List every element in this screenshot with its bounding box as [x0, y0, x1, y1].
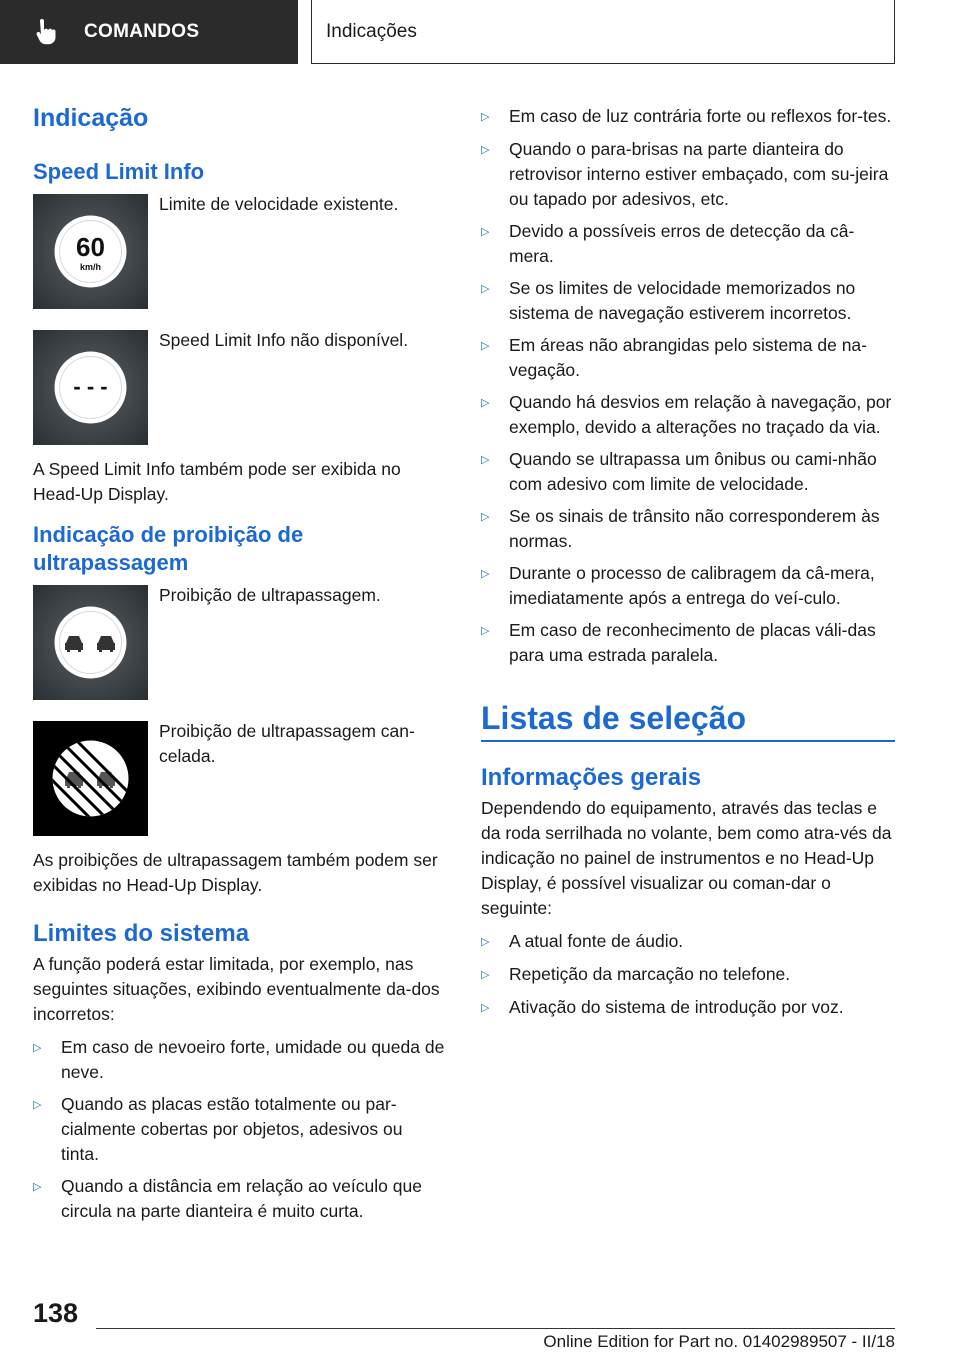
bullet-triangle-icon: ▷ [481, 283, 490, 295]
section-title: Indicação [33, 104, 149, 132]
chapter-tab-label: COMANDOS [84, 21, 200, 42]
bullet-triangle-icon: ▷ [481, 968, 490, 981]
left-column [33, 96, 445, 1224]
list-item-text: Quando há desvios em relação à navegação, por exemplo, devido a alterações no traçado da via. [509, 392, 892, 437]
bullet-triangle-icon: ▷ [481, 454, 490, 466]
bullet-triangle-icon: ▷ [33, 1042, 42, 1054]
list-item-text: Se os limites de velocidade memorizados no sistema de navegação estiverem incorretos. [509, 278, 856, 323]
section-tab[interactable] [311, 0, 895, 64]
list-item [481, 561, 895, 611]
list-item-text: Em áreas não abrangidas pelo sistema de na-vegação. [509, 335, 867, 380]
bullet-triangle-icon: ▷ [481, 568, 490, 580]
speed-limit-unavailable-image [33, 330, 148, 445]
bullet-triangle-icon: ▷ [481, 340, 490, 352]
bullet-triangle-icon: ▷ [481, 144, 490, 156]
speed-limit-heading: Speed Limit Info [33, 159, 205, 184]
no-overtaking-figure [33, 585, 445, 700]
hand-pointer-icon [34, 19, 74, 45]
overtaking-cancelled-caption: Proibição de ultrapassagem can-celada. [159, 721, 415, 766]
list-item [481, 504, 895, 554]
list-item [481, 333, 895, 383]
list-item [481, 447, 895, 497]
no-overtaking-caption: Proibição de ultrapassagem. [159, 585, 381, 605]
bullet-triangle-icon: ▷ [481, 397, 490, 409]
list-item-text: Em caso de luz contrária forte ou reflexos for-tes. [509, 106, 892, 126]
speed-limit-figure [33, 194, 445, 309]
right-column [481, 104, 895, 1021]
sign-speed-number: 60 [76, 232, 105, 262]
footer-rule [96, 1328, 895, 1329]
list-item-text: Quando o para-brisas na parte dianteira do retrovisor interno estiver embaçado, com su-jeira ou tapado por adesivos, etc. [509, 139, 889, 209]
bullet-triangle-icon: ▷ [481, 625, 490, 637]
list-item [481, 137, 895, 212]
list-item [481, 995, 895, 1021]
page-number: 138 [33, 1298, 79, 1328]
limits-list [33, 1035, 445, 1224]
footer-edition: Online Edition for Part no. 01402989507 - II/18 [543, 1332, 895, 1351]
list-item-text: Em caso de reconhecimento de placas váli-das para uma estrada paralela. [509, 620, 876, 665]
list-item-text: Quando se ultrapassa um ônibus ou cami-nhão com adesivo com limite de velocidade. [509, 449, 877, 494]
overtaking-cancelled-sign-image [33, 721, 148, 836]
list-item-text: Devido a possíveis erros de detecção da câ-mera. [509, 221, 855, 266]
overtaking-note: As proibições de ultrapassagem também podem ser exibidas no Head-Up Display. [33, 850, 438, 895]
list-item-text: Ativação do sistema de introdução por voz. [509, 996, 844, 1017]
general-info-intro: Dependendo do equipamento, através das teclas e da roda serrilhada no volante, bem como atra-vés da indicação no painel de instrumentos e no Head-Up Display, é possível visualizar ou coman-dar o seguinte: [481, 797, 892, 918]
no-overtaking-sign-image [33, 585, 148, 700]
list-item [481, 390, 895, 440]
speed-limit-sign-image [33, 194, 148, 309]
speed-limit-fig1-caption: Limite de velocidade existente. [159, 194, 399, 214]
list-item [481, 962, 895, 988]
limits-intro: A função poderá estar limitada, por exemplo, nas seguintes situações, exibindo eventualmente da-dos incorretos: [33, 954, 440, 1024]
speed-limit-note: A Speed Limit Info também pode ser exibida no Head-Up Display. [33, 459, 401, 504]
list-item-text: Se os sinais de trânsito não corresponderem às normas. [509, 506, 880, 551]
list-item [481, 929, 895, 955]
overtaking-cancelled-figure [33, 721, 445, 836]
list-item [33, 1092, 445, 1167]
bullet-triangle-icon: ▷ [481, 511, 490, 523]
general-info-heading: Informações gerais [481, 763, 702, 791]
list-item [481, 276, 895, 326]
chapter-tab[interactable] [0, 0, 298, 64]
title-rule [481, 740, 895, 742]
limits-heading: Limites do sistema [33, 920, 250, 947]
bullet-triangle-icon: ▷ [481, 111, 490, 123]
selection-lists-title: Listas de seleção [481, 700, 747, 736]
bullet-triangle-icon: ▷ [33, 1099, 42, 1111]
list-item [33, 1174, 445, 1224]
list-item-text: Durante o processo de calibragem da câ-mera, imediatamente após a entrega do veí-culo. [509, 563, 875, 608]
list-item-text: Repetição da marcação no telefone. [509, 963, 791, 984]
list-item [33, 1035, 445, 1085]
list-item-text: Quando as placas estão totalmente ou par-cialmente cobertas por objetos, adesivos ou tinta. [61, 1094, 403, 1164]
list-item-text: Em caso de nevoeiro forte, umidade ou queda de neve. [61, 1037, 445, 1082]
list-item [481, 219, 895, 269]
bullet-triangle-icon: ▷ [481, 1001, 490, 1014]
speed-limit-unavailable-figure [33, 330, 445, 445]
list-item-text: Quando a distância em relação ao veículo que circula na parte dianteira é muito curta. [61, 1176, 422, 1221]
list-item [481, 618, 895, 668]
limits-list-continued [481, 104, 895, 668]
overtaking-heading: Indicação de proibição de ultrapassagem [33, 522, 304, 575]
section-tab-label: Indicações [326, 20, 417, 42]
sign-unavailable-text: - - - [73, 374, 108, 399]
bullet-triangle-icon: ▷ [33, 1181, 42, 1193]
selection-list [481, 929, 895, 1021]
sign-speed-unit: km/h [79, 262, 102, 272]
list-item [481, 104, 895, 130]
list-item-text: A atual fonte de áudio. [509, 930, 684, 951]
bullet-triangle-icon: ▷ [481, 226, 490, 238]
bullet-triangle-icon: ▷ [481, 935, 490, 948]
speed-limit-fig2-caption: Speed Limit Info não disponível. [159, 330, 409, 350]
